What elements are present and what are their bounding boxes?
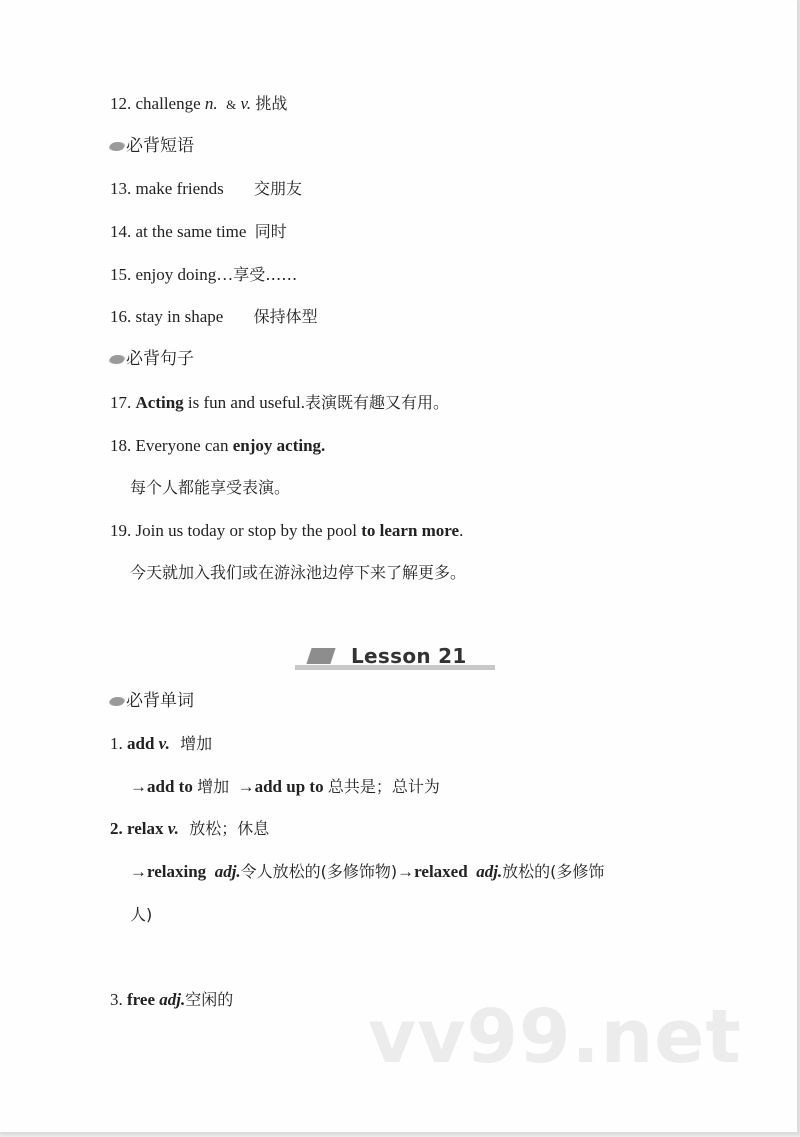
vocab-word: add <box>127 734 155 753</box>
sentence-item-17 <box>110 392 449 414</box>
part-of-speech: n. <box>204 94 218 113</box>
sentence-zh: 今天就加入我们或在游泳池边停下来了解更多。 <box>130 563 467 582</box>
flower-bullet-icon <box>110 142 124 151</box>
derived-word: add to <box>147 777 193 796</box>
item-number: 3. <box>110 990 123 1009</box>
item-number: 15. <box>110 265 132 284</box>
vocab-word: relax <box>127 819 164 838</box>
derived-word: relaxed <box>414 862 468 881</box>
word-item-1 <box>110 733 212 755</box>
section-heading-words <box>110 690 194 712</box>
derived-meaning: 总共是；总计为 <box>327 777 440 796</box>
phrase-zh: 保持体型 <box>253 307 318 326</box>
word-item-3 <box>110 989 233 1011</box>
word-derived-2 <box>130 861 604 883</box>
part-of-speech: adj. <box>476 862 503 881</box>
vocab-meaning: 增加 <box>180 734 213 753</box>
sentence-zh: 表演既有趣又有用。 <box>305 393 450 412</box>
phrase-zh: 享受…… <box>233 265 298 284</box>
arrow-icon: → <box>397 862 415 881</box>
phrase-zh: 交朋友 <box>254 179 303 198</box>
phrase-en: make friends <box>135 179 224 198</box>
item-number: 19. <box>110 521 132 540</box>
arrow-icon: → <box>130 777 147 796</box>
flower-bullet-icon <box>110 697 124 706</box>
sentence-zh: 每个人都能享受表演。 <box>130 478 291 497</box>
part-of-speech: adj. <box>159 990 186 1009</box>
section-label: 必背句子 <box>126 349 194 369</box>
flower-bullet-icon <box>110 355 124 364</box>
lesson-banner <box>295 642 495 674</box>
vocab-meaning: 放松；休息 <box>189 819 270 838</box>
section-heading-sentences <box>110 348 194 370</box>
derived-meaning-continued: 人) <box>130 905 153 924</box>
phrase-item-16 <box>110 306 318 328</box>
vocab-item-12 <box>110 93 287 116</box>
phrase-en: stay in shape <box>135 307 224 326</box>
item-number: 1. <box>110 734 123 753</box>
item-number: 17. <box>110 393 132 412</box>
book-icon <box>306 648 335 664</box>
vocab-meaning: 空闲的 <box>185 990 234 1009</box>
arrow-icon: → <box>130 862 147 881</box>
phrase-en: enjoy doing… <box>135 265 234 284</box>
section-label: 必背短语 <box>126 136 194 156</box>
derived-meaning: 增加 <box>197 777 230 796</box>
derived-meaning: 放松的(多修饰 <box>502 862 605 881</box>
ampersand: & <box>226 97 237 112</box>
arrow-icon: → <box>237 777 255 796</box>
vocab-word: challenge <box>135 94 201 113</box>
watermark: vv99.net <box>368 994 742 1080</box>
sentence-en: Join us today or stop by the pool <box>135 521 362 540</box>
sentence-en: is fun and useful. <box>183 393 306 412</box>
phrase-item-13 <box>110 178 302 200</box>
section-heading-phrases <box>110 135 194 157</box>
sentence-item-18 <box>110 435 325 457</box>
item-number: 16. <box>110 307 132 326</box>
sentence-punct: . <box>459 521 464 540</box>
part-of-speech: v. <box>167 819 179 838</box>
item-number: 13. <box>110 179 132 198</box>
item-number: 18. <box>110 436 132 455</box>
lesson-title: Lesson 21 <box>351 644 467 668</box>
part-of-speech: v. <box>158 734 170 753</box>
word-item-2 <box>110 818 269 840</box>
phrase-item-15 <box>110 264 297 286</box>
sentence-item-19 <box>110 520 463 542</box>
sentence-key: Acting <box>135 393 184 412</box>
derived-word: add up to <box>254 777 324 796</box>
part-of-speech: v. <box>240 94 252 113</box>
sentence-en: Everyone can <box>135 436 233 455</box>
item-number: 2. <box>110 819 123 838</box>
word-derived-1 <box>130 776 440 798</box>
phrase-zh: 同时 <box>254 222 287 241</box>
derived-meaning: 令人放松的(多修饰物) <box>240 862 398 881</box>
item-number: 14. <box>110 222 132 241</box>
phrase-en: at the same time <box>135 222 247 241</box>
vocab-meaning: 挑战 <box>255 94 288 113</box>
vocab-word: free <box>127 990 155 1009</box>
derived-word: relaxing <box>147 862 207 881</box>
item-number: 12. <box>110 94 132 113</box>
section-label: 必背单词 <box>126 691 194 711</box>
part-of-speech: adj. <box>214 862 241 881</box>
phrase-item-14 <box>110 221 287 243</box>
sentence-key: enjoy acting. <box>232 436 326 455</box>
sentence-key: to learn more <box>361 521 460 540</box>
